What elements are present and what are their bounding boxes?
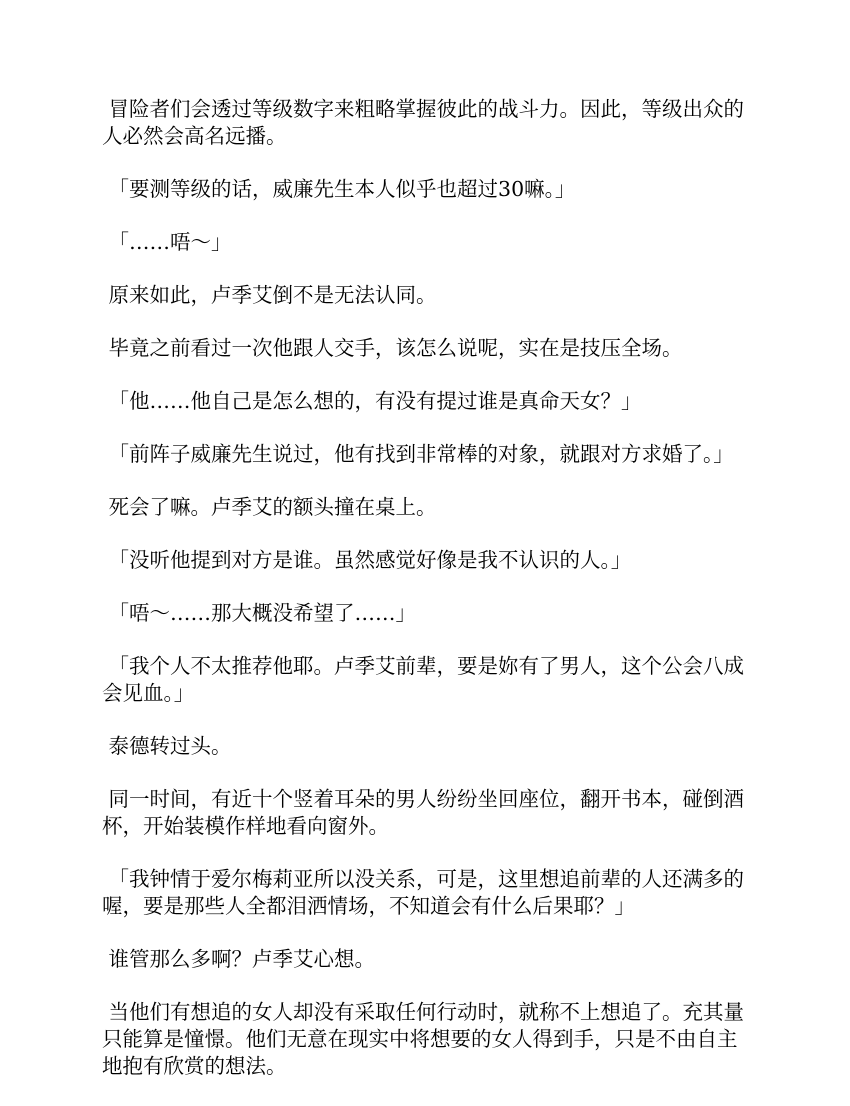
- paragraph: 「我个人不太推荐他耶。卢季艾前辈，要是妳有了男人，这个公会八成会见血。」: [102, 654, 745, 705]
- paragraph: 原来如此，卢季艾倒不是无法认同。: [102, 283, 437, 307]
- paragraph: 「没听他提到对方是谁。虽然感觉好像是我不认识的人。」: [102, 548, 632, 572]
- paragraph: 同一时间，有近十个竖着耳朵的男人纷纷坐回座位，翻开书本，碰倒酒杯，开始装模作样地看向窗外。: [102, 787, 745, 838]
- paragraph: 谁管那么多啊？卢季艾心想。: [102, 947, 376, 971]
- paragraph: 死会了嘛。卢季艾的额头撞在桌上。: [102, 495, 437, 519]
- paragraph: 「他……他自己是怎么想的，有没有提过谁是真命天女？」: [102, 389, 642, 413]
- paragraph: 「前阵子威廉先生说过，他有找到非常棒的对象，就跟对方求婚了。」: [102, 442, 734, 466]
- paragraph: 毕竟之前看过一次他跟人交手，该怎么说呢，实在是技压全场。: [102, 336, 683, 360]
- paragraph: 「要测等级的话，威廉先生本人似乎也超过30嘛。」: [102, 177, 576, 201]
- paragraph: 「唔～……那大概没希望了……」: [102, 601, 417, 625]
- paragraph: 冒险者们会透过等级数字来粗略掌握彼此的战斗力。因此，等级出众的人必然会高名远播。: [102, 97, 745, 148]
- paragraph: 「……唔～」: [102, 230, 232, 254]
- paragraph: 当他们有想追的女人却没有采取任何行动时，就称不上想追了。充其量只能算是憧憬。他们无意在现实中将想要的女人得到手，只是不由自主地抱有欣赏的想法。: [102, 1000, 745, 1078]
- body-text: [102, 96, 750, 1106]
- paragraph: 泰德转过头。: [102, 734, 232, 758]
- paragraph: 「我钟情于爱尔梅莉亚所以没关系，可是，这里想追前辈的人还满多的喔，要是那些人全都泪洒情场，不知道会有什么后果耶？」: [102, 867, 745, 918]
